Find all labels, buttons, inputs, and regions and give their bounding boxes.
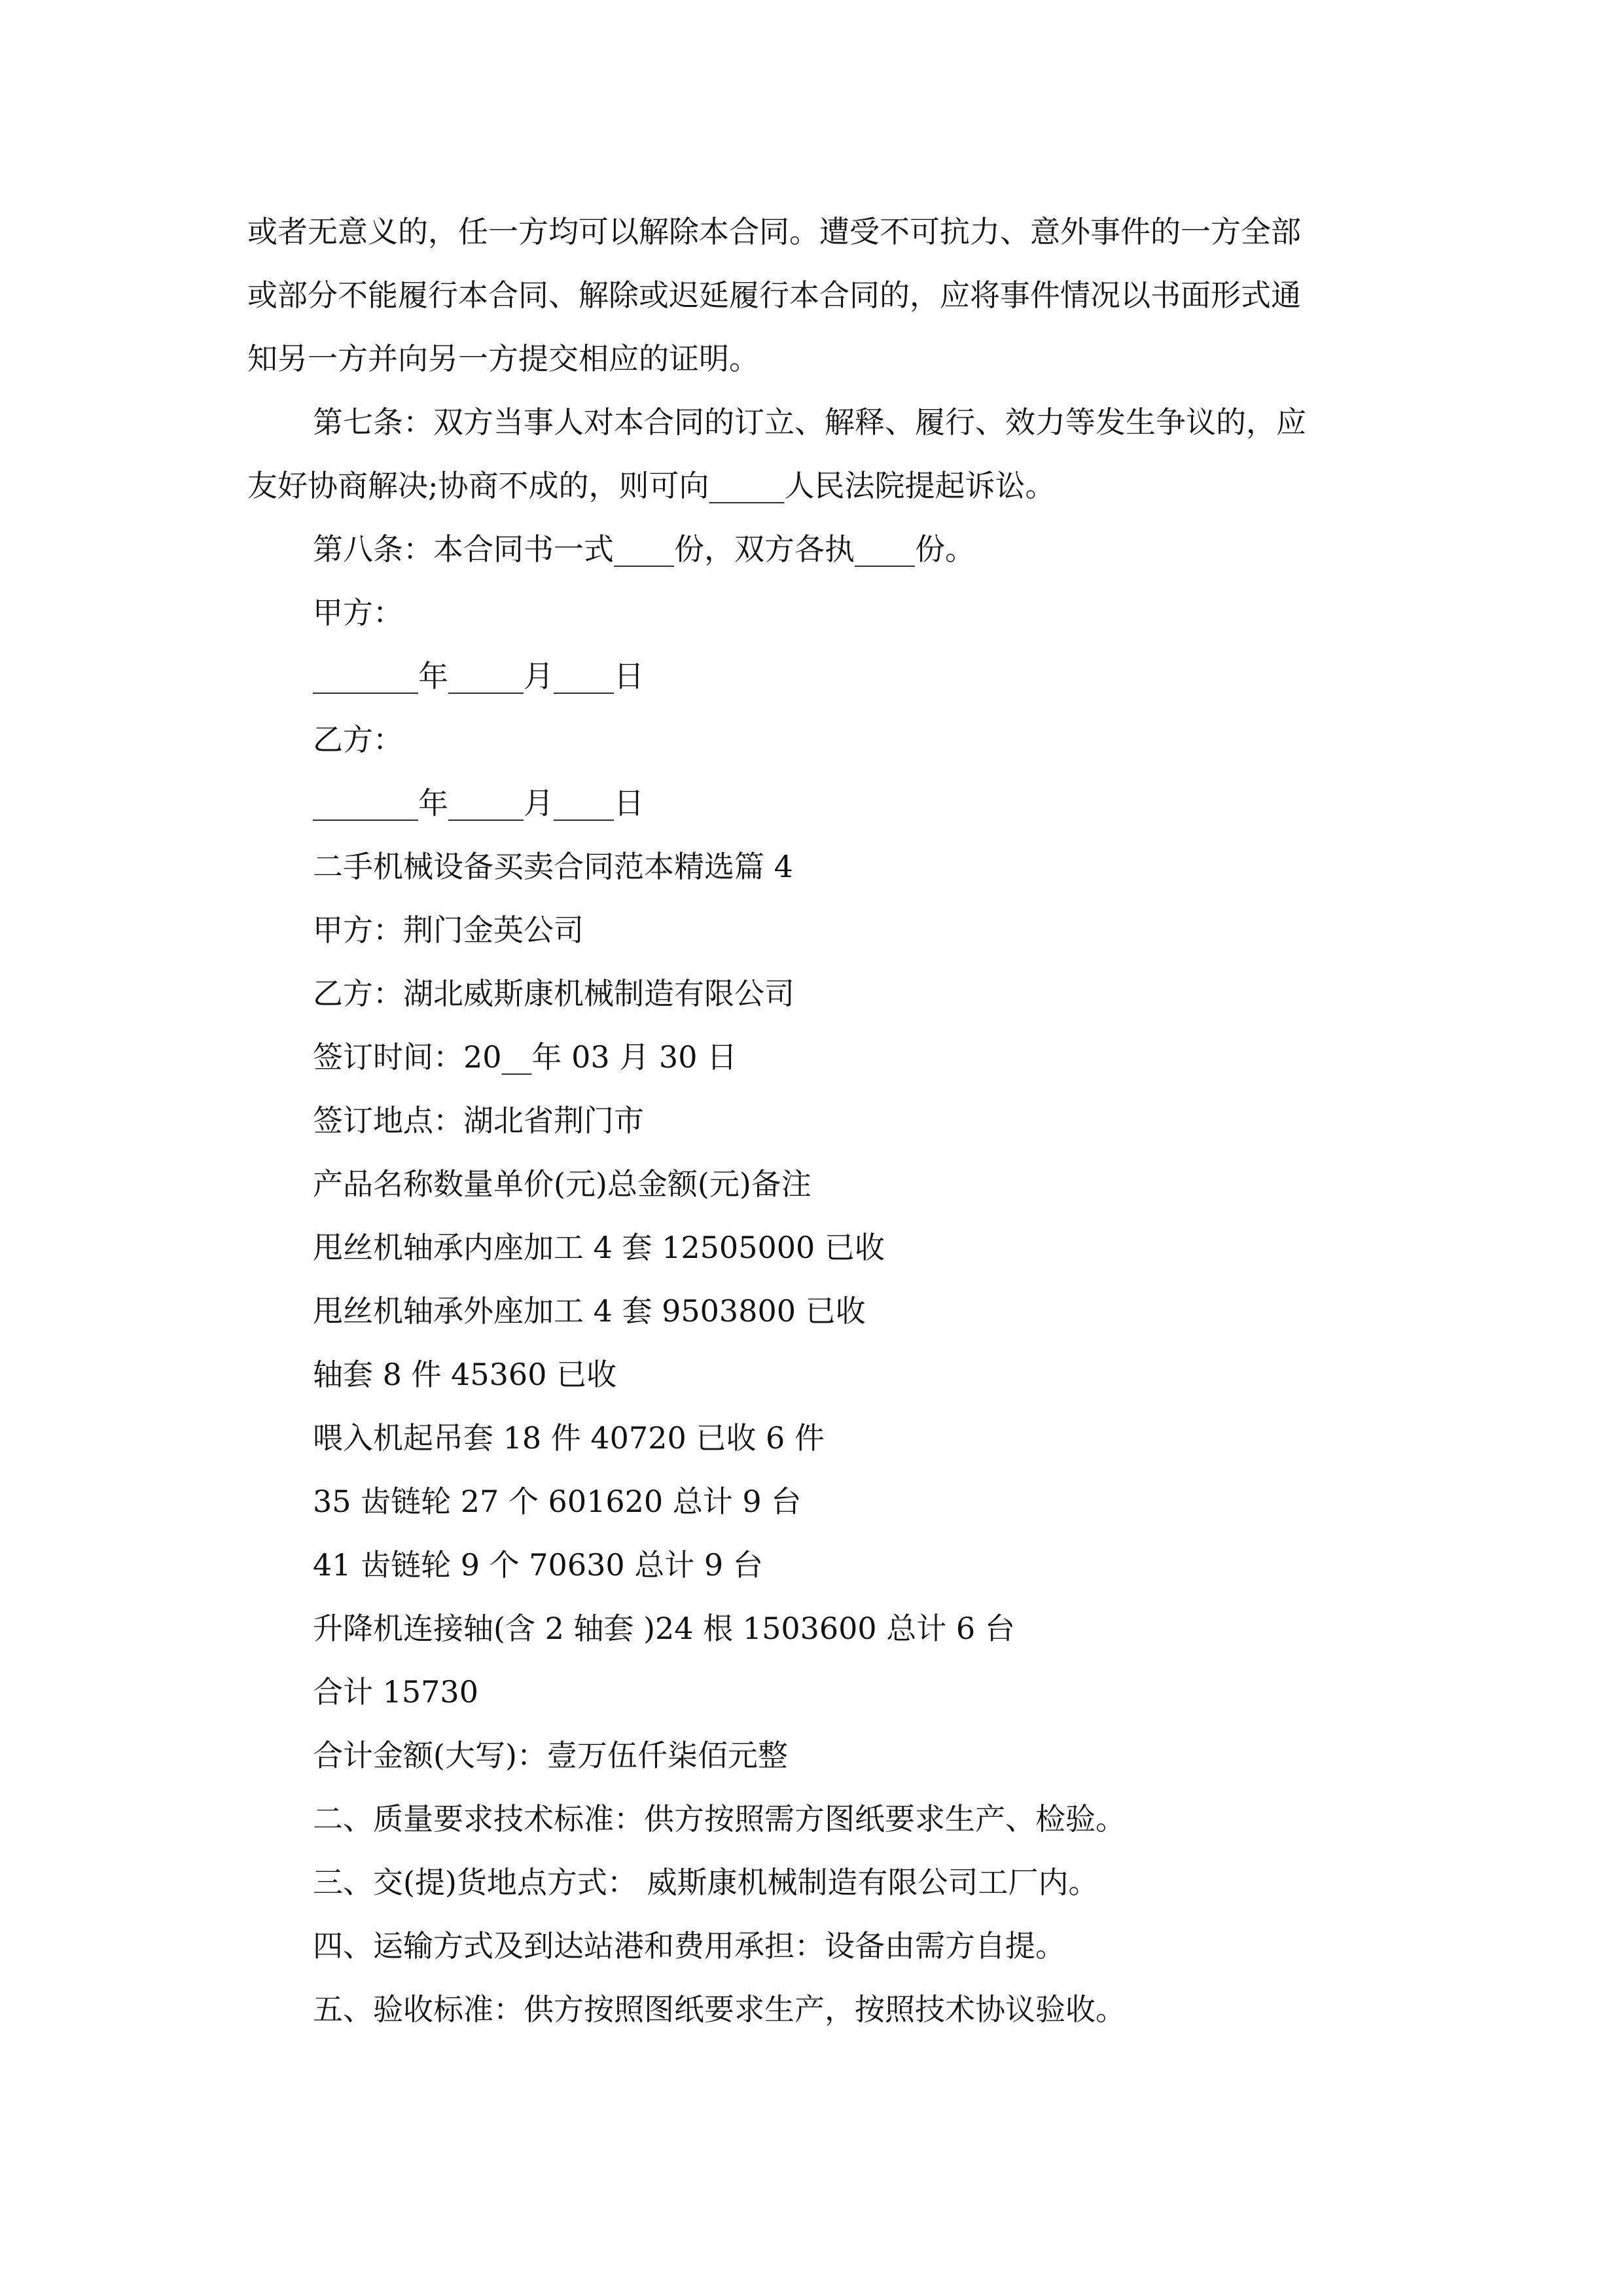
party-b-date: _______年_____月____日	[313, 785, 644, 821]
product-row-7: 升降机连接轴(含 2 轴套 )24 根 1503600 总计 6 台	[313, 1611, 1015, 1646]
text-line-2: 或部分不能履行本合同、解除或迟延履行本合同的，应将事件情况以书面形式通	[247, 278, 1301, 313]
article-8: 第八条：本合同书一式____份，双方各执____份。	[313, 531, 975, 567]
product-row-5: 35 齿链轮 27 个 601620 总计 9 台	[313, 1484, 802, 1519]
party-a-date: _______年_____月____日	[313, 658, 644, 694]
signing-date: 签订时间：20__年 03 月 30 日	[313, 1039, 738, 1075]
party-b-name: 乙方：湖北威斯康机械制造有限公司	[313, 976, 794, 1011]
party-a-label: 甲方：	[313, 595, 403, 630]
total-line: 合计 15730	[313, 1674, 478, 1710]
article-7-line-2: 友好协商解决;协商不成的，则可向_____人民法院提起诉讼。	[247, 468, 1056, 503]
product-row-2: 甩丝机轴承外座加工 4 套 9503800 已收	[313, 1293, 866, 1329]
text-line-3: 知另一方并向另一方提交相应的证明。	[247, 341, 759, 376]
clause-quality: 二、质量要求技术标准：供方按照需方图纸要求生产、检验。	[313, 1801, 1126, 1837]
product-row-4: 喂入机起吊套 18 件 40720 已收 6 件	[313, 1420, 825, 1456]
article-7-line-1: 第七条：双方当事人对本合同的订立、解释、履行、效力等发生争议的，应	[313, 404, 1306, 440]
document-body	[247, 200, 1393, 2041]
total-in-words: 合计金额(大写)：壹万伍仟柒佰元整	[313, 1738, 788, 1773]
party-a-name: 甲方：荆门金英公司	[313, 912, 584, 948]
section-heading: 二手机械设备买卖合同范本精选篇 4	[313, 849, 793, 884]
signing-place: 签订地点：湖北省荆门市	[313, 1103, 644, 1138]
text-line-1: 或者无意义的，任一方均可以解除本合同。遭受不可抗力、意外事件的一方全部	[247, 214, 1301, 249]
product-row-3: 轴套 8 件 45360 已收	[313, 1357, 617, 1392]
product-table-header: 产品名称数量单价(元)总金额(元)备注	[313, 1166, 812, 1202]
party-b-label: 乙方：	[313, 722, 403, 757]
clause-transport: 四、运输方式及到达站港和费用承担：设备由需方自提。	[313, 1928, 1065, 1964]
product-row-1: 甩丝机轴承内座加工 4 套 12505000 已收	[313, 1230, 885, 1265]
clause-delivery: 三、交(提)货地点方式： 威斯康机械制造有限公司工厂内。	[313, 1865, 1099, 1900]
product-row-6: 41 齿链轮 9 个 70630 总计 9 台	[313, 1547, 763, 1583]
clause-acceptance: 五、验收标准：供方按照图纸要求生产，按照技术协议验收。	[313, 1992, 1126, 2027]
